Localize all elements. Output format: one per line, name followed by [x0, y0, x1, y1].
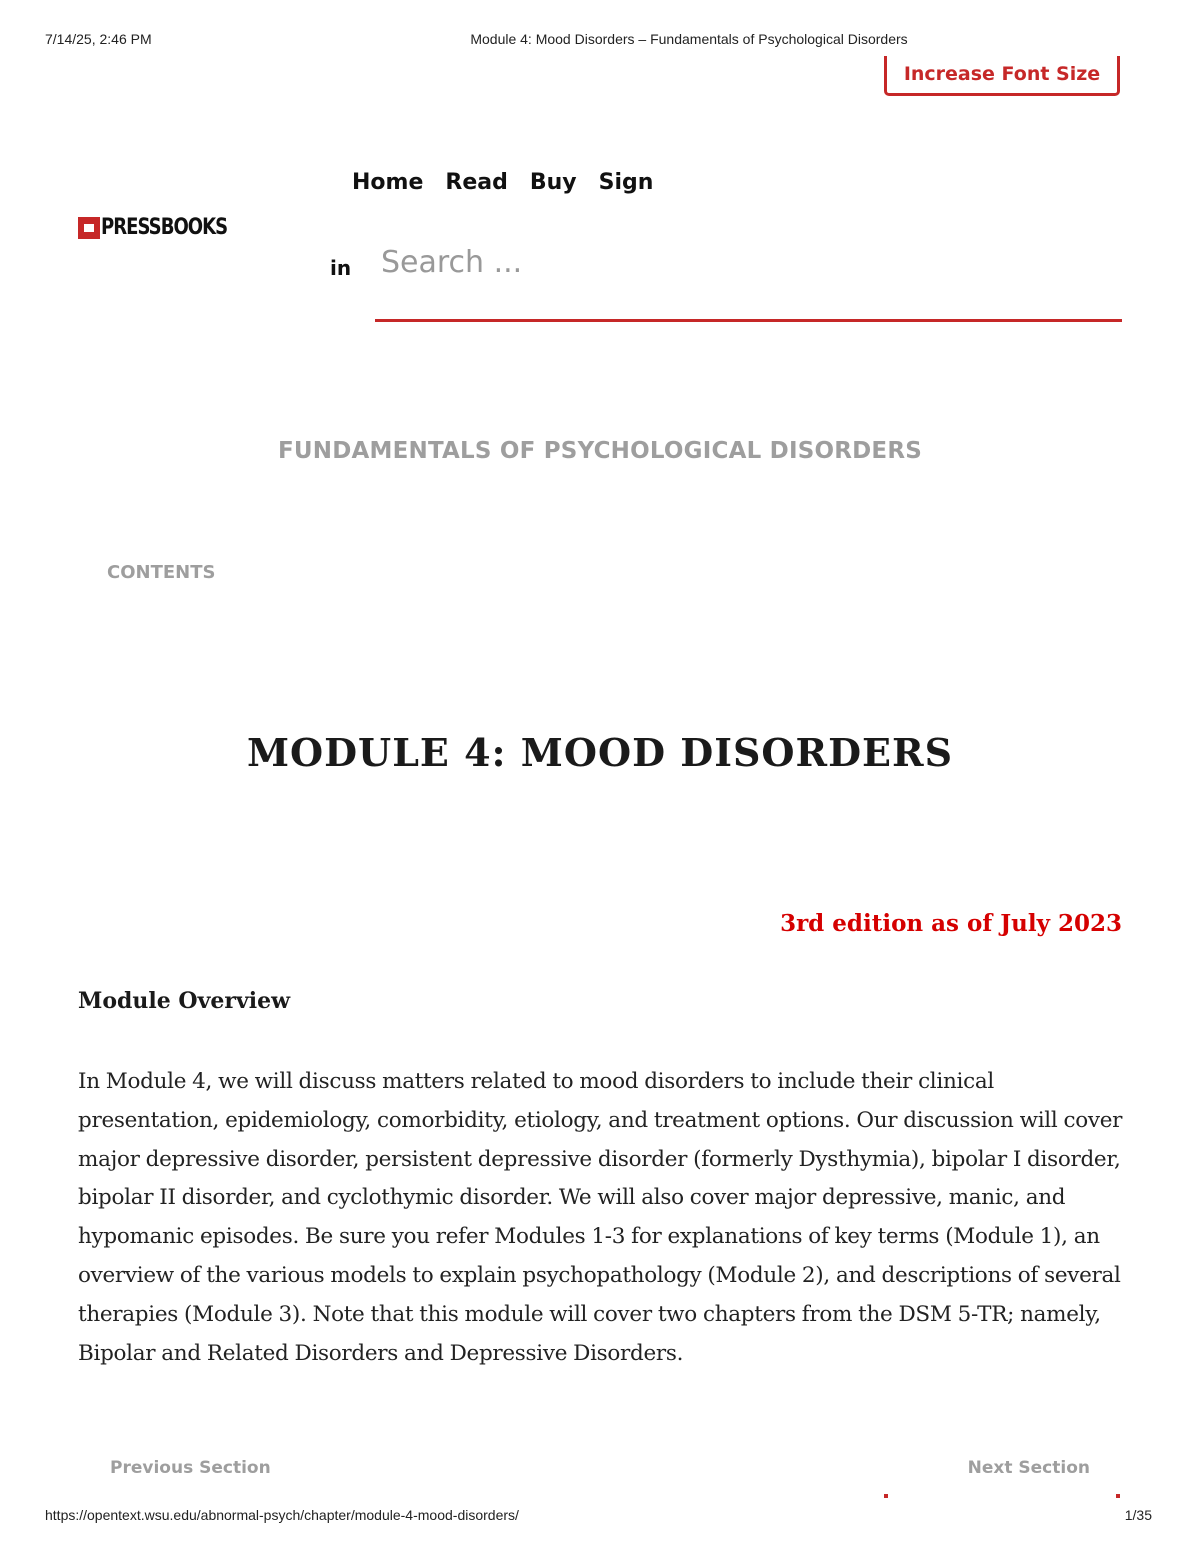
- print-url: https://opentext.wsu.edu/abnormal-psych/chapter/module-4-mood-disorders/: [45, 1507, 519, 1523]
- module-overview-heading: Module Overview: [78, 988, 291, 1014]
- nav-sign-in-link[interactable]: Sign: [598, 170, 654, 195]
- nav-home-link[interactable]: Home: [352, 170, 424, 195]
- chapter-title: MODULE 4: MOOD DISORDERS: [246, 730, 954, 775]
- logo-text: PRESSBOOKS: [101, 215, 228, 240]
- increase-font-size-button[interactable]: Increase Font Size: [884, 56, 1120, 96]
- previous-section-link[interactable]: Previous Section: [110, 1458, 271, 1478]
- next-section-link[interactable]: Next Section: [967, 1458, 1090, 1478]
- nav-read-link[interactable]: Read: [445, 170, 508, 195]
- next-section-underline-left: [884, 1494, 888, 1498]
- edition-note: 3rd edition as of July 2023: [780, 910, 1122, 937]
- primary-nav: [352, 170, 653, 195]
- print-datetime: 7/14/25, 2:46 PM: [45, 31, 152, 47]
- next-section-underline-right: [1116, 1494, 1120, 1498]
- search-input[interactable]: [375, 242, 1122, 322]
- module-overview-body: In Module 4, we will discuss matters related to mood disorders to include their clinical presentation, epidemiology, comorbidity, etiology, and treatment options. Our discussion will cover major depressive disorder, persistent depressive disorder (formerly Dysthymia), bipolar I disorder, bipolar II disorder, and cyclothymic disorder. We will also cover major depressive, manic, and hypomanic episodes. Be sure you refer Modules 1-3 for explanations of key terms (Module 1), an overview of the various models to explain psychopathology (Module 2), and descriptions of several therapies (Module 3). Note that this module will cover two chapters from the DSM 5-TR; namely, Bipolar and Related Disorders and Depressive Disorders.: [78, 1069, 1123, 1366]
- book-title-link[interactable]: FUNDAMENTALS OF PSYCHOLOGICAL DISORDERS: [277, 438, 923, 464]
- print-page-title: Module 4: Mood Disorders – Fundamentals of Psychological Disorders: [470, 31, 908, 47]
- nav-buy-link[interactable]: Buy: [529, 170, 577, 195]
- contents-toggle[interactable]: CONTENTS: [107, 562, 216, 583]
- nav-sign-in-link-tail[interactable]: in: [330, 256, 352, 280]
- pressbooks-logo[interactable]: [78, 215, 255, 240]
- print-page-number: 1/35: [1124, 1507, 1152, 1523]
- pressbooks-logo-icon: [78, 217, 100, 239]
